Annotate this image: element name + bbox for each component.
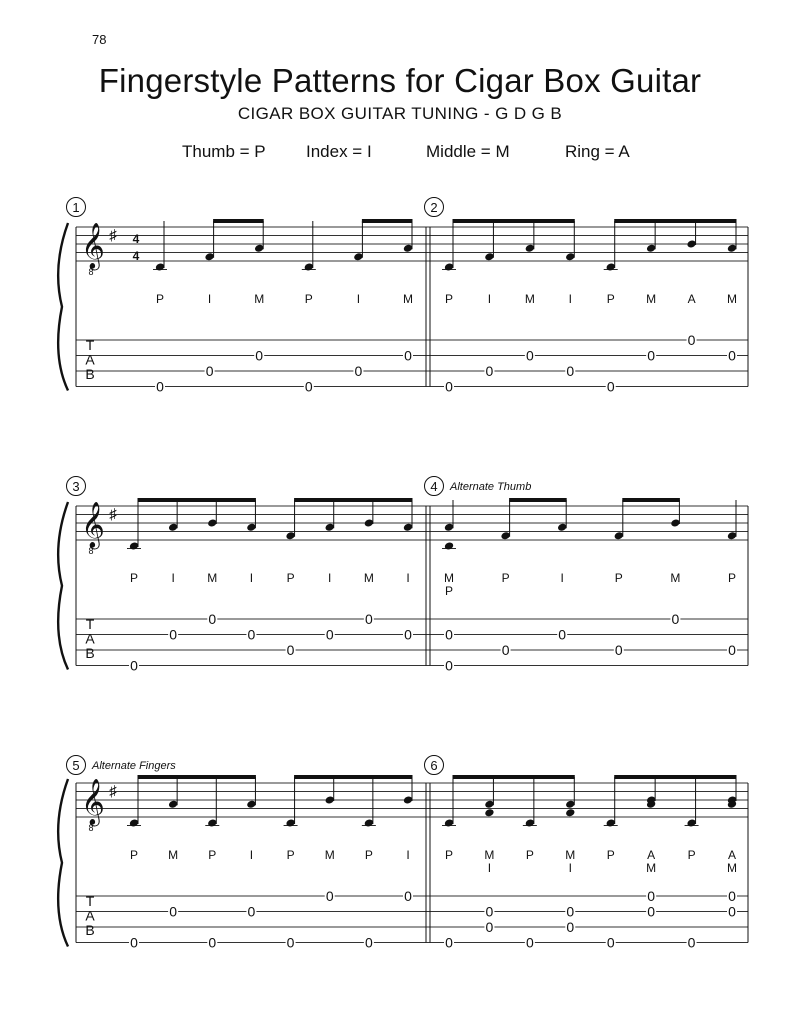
finger-label: I <box>171 571 175 585</box>
tab-fret-number: 0 <box>364 934 373 951</box>
note <box>362 777 376 951</box>
finger-label: A <box>727 848 737 862</box>
time-signature-top: 4 <box>132 232 140 246</box>
tab-fret-number: 0 <box>614 642 623 658</box>
tab-fret-number: 0 <box>255 347 264 364</box>
tab-fret-number: 0 <box>130 657 138 674</box>
finger-label: P <box>606 848 615 862</box>
tab-fret-number: 0 <box>445 378 453 395</box>
sharp-icon: ♯ <box>109 506 117 523</box>
finger-label: M <box>727 292 737 306</box>
finger-label: M <box>484 848 495 862</box>
beam <box>138 775 256 779</box>
tab-fret-number: 0 <box>558 626 567 643</box>
tab-clef-t: T <box>85 616 95 632</box>
tab-fret-number: 0 <box>485 363 494 379</box>
tab-fret-number: 0 <box>566 903 575 920</box>
tab-clef-t: T <box>85 893 95 909</box>
note <box>325 500 335 643</box>
finger-label: P <box>525 848 534 862</box>
tab-fret-number: 0 <box>687 332 696 348</box>
page-number: 78 <box>92 32 107 47</box>
finger-label: I <box>249 571 254 585</box>
finger-label: M <box>565 848 576 862</box>
beam <box>362 219 413 223</box>
exercise-number: 6 <box>430 758 438 773</box>
note <box>646 777 656 920</box>
exercise-label: Alternate Thumb <box>450 481 532 493</box>
finger-label: I <box>560 571 564 585</box>
tab-fret-number: 0 <box>445 934 453 951</box>
exercise-number: 2 <box>430 200 438 215</box>
beam <box>622 498 680 502</box>
finger-label: M <box>524 292 535 306</box>
beam <box>614 219 736 223</box>
note <box>523 777 537 951</box>
note <box>686 221 696 348</box>
tab-fret-number: 0 <box>325 626 334 643</box>
finger-label: P <box>155 292 165 306</box>
tab-clef-b: B <box>85 366 95 382</box>
tab-fret-number: 0 <box>445 657 453 674</box>
octave-mark: 8 <box>88 267 94 277</box>
exercise-number: 1 <box>72 200 80 215</box>
finger-label: I <box>406 571 410 585</box>
note <box>153 221 167 395</box>
tab-fret-number: 0 <box>247 903 256 920</box>
finger-label: P <box>129 571 139 585</box>
finger-label: P <box>727 571 737 585</box>
tab-fret-number: 0 <box>208 611 217 627</box>
exercise-label: Alternate Fingers <box>92 760 176 772</box>
tab-fret-number: 0 <box>671 611 680 627</box>
tab-fret-number: 0 <box>485 903 494 920</box>
note <box>168 777 178 920</box>
tab-fret-number: 0 <box>647 347 656 364</box>
note <box>207 500 217 627</box>
finger-label: M <box>646 861 657 875</box>
finger-label: I <box>249 848 254 862</box>
tab-clef-b: B <box>85 645 95 661</box>
tab-fret-number: 0 <box>728 347 736 364</box>
exercise-number: 4 <box>430 479 438 494</box>
system-3 <box>58 756 748 951</box>
tab-fret-number: 0 <box>606 378 615 395</box>
beam <box>453 775 575 779</box>
note <box>127 777 141 951</box>
note <box>685 777 699 951</box>
system-brace <box>58 779 68 947</box>
beam <box>509 498 567 502</box>
finger-label: M <box>670 571 681 585</box>
sharp-icon: ♯ <box>109 227 117 244</box>
exercise-5 <box>67 756 414 951</box>
note <box>403 500 413 643</box>
tab-fret-number: 0 <box>485 919 494 935</box>
octave-mark: 8 <box>88 823 94 833</box>
finger-label: P <box>129 848 139 862</box>
notehead <box>484 808 494 817</box>
note <box>254 221 264 364</box>
time-signature-bottom: 4 <box>132 249 140 263</box>
exercise-number: 5 <box>72 758 80 773</box>
note <box>403 221 413 364</box>
tab-fret-number: 0 <box>169 626 178 643</box>
finger-label: I <box>487 861 492 875</box>
tab-clef-a: A <box>85 907 95 924</box>
sharp-icon: ♯ <box>109 783 117 800</box>
tab-fret-number: 0 <box>354 363 363 379</box>
tab-fret-number: 0 <box>286 934 295 951</box>
finger-label: P <box>444 848 454 862</box>
tab-fret-number: 0 <box>606 934 615 951</box>
note <box>484 777 494 935</box>
treble-clef-icon: 𝄞 <box>81 224 105 268</box>
tab-fret-number: 0 <box>247 626 256 643</box>
note <box>646 221 656 364</box>
finger-label: I <box>356 292 361 306</box>
tab-fret-number: 0 <box>304 378 313 395</box>
finger-label: P <box>614 571 623 585</box>
tab-fret-number: 0 <box>325 888 334 904</box>
finger-label: A <box>647 848 656 862</box>
tab-fret-number: 0 <box>286 642 295 658</box>
finger-label: I <box>207 292 212 306</box>
finger-label: I <box>328 571 332 585</box>
finger-label: P <box>444 584 454 598</box>
finger-label: P <box>286 848 295 862</box>
tab-fret-number: 0 <box>156 378 164 395</box>
tab-fret-number: 0 <box>501 642 510 658</box>
note <box>246 777 256 920</box>
legend-middle: Middle = M <box>426 142 510 161</box>
tab-clef-b: B <box>85 922 95 938</box>
beam <box>213 219 264 223</box>
finger-label: P <box>364 848 373 862</box>
finger-label: P <box>208 848 217 862</box>
tab-fret-number: 0 <box>169 903 178 920</box>
finger-label: P <box>286 571 295 585</box>
note <box>727 221 737 364</box>
note <box>284 777 298 951</box>
finger-label: I <box>406 848 410 862</box>
beam <box>614 775 736 779</box>
tab-fret-number: 0 <box>205 363 214 379</box>
tab-fret-number: 0 <box>566 363 575 379</box>
note <box>168 500 178 643</box>
tab-clef-a: A <box>85 351 95 368</box>
finger-label: P <box>304 292 313 306</box>
finger-label: I <box>568 861 572 875</box>
note <box>557 500 567 643</box>
tab-fret-number: 0 <box>566 919 575 935</box>
finger-label: M <box>727 861 737 875</box>
note <box>364 500 374 627</box>
tab-fret-number: 0 <box>364 611 373 627</box>
note <box>670 500 680 627</box>
legend-index: Index = I <box>306 142 372 161</box>
tab-fret-number: 0 <box>525 934 534 951</box>
tab-fret-number: 0 <box>728 642 736 658</box>
finger-label: A <box>687 292 696 306</box>
system-2 <box>58 477 748 674</box>
tab-fret-number: 0 <box>525 347 534 364</box>
tab-fret-number: 0 <box>687 934 696 951</box>
finger-label: M <box>168 848 179 862</box>
beam <box>453 219 575 223</box>
exercise-6 <box>425 756 738 951</box>
system-brace <box>58 223 68 391</box>
note <box>403 777 413 904</box>
tab-fret-number: 0 <box>130 934 138 951</box>
note <box>565 777 575 935</box>
treble-clef-icon: 𝄞 <box>81 780 105 824</box>
note <box>302 221 316 395</box>
tab-fret-number: 0 <box>728 903 736 920</box>
note <box>442 221 456 395</box>
note <box>727 777 737 920</box>
legend-ring: Ring = A <box>565 142 630 161</box>
beam <box>294 498 412 502</box>
finger-label: M <box>444 571 454 585</box>
note <box>442 777 456 951</box>
tab-clef-t: T <box>85 337 95 353</box>
tab-fret-number: 0 <box>647 903 656 920</box>
finger-label: M <box>403 292 413 306</box>
finger-label: M <box>324 848 335 862</box>
finger-label: I <box>568 292 572 306</box>
page-title: Fingerstyle Patterns for Cigar Box Guitar <box>98 62 702 99</box>
note <box>604 221 618 395</box>
note <box>127 500 141 674</box>
beam <box>294 775 412 779</box>
beam <box>138 498 256 502</box>
finger-label: M <box>646 292 657 306</box>
tab-fret-number: 0 <box>404 347 412 364</box>
system-1 <box>58 198 748 395</box>
finger-label: M <box>207 571 218 585</box>
note <box>246 500 256 643</box>
tab-fret-number: 0 <box>445 626 453 643</box>
legend-thumb: Thumb = P <box>182 142 266 161</box>
treble-clef-icon: 𝄞 <box>81 503 105 547</box>
tab-fret-number: 0 <box>208 934 217 951</box>
octave-mark: 8 <box>88 546 94 556</box>
finger-label: M <box>363 571 374 585</box>
finger-label: M <box>254 292 265 306</box>
tab-fret-number: 0 <box>404 888 412 904</box>
notehead <box>444 541 454 550</box>
note <box>325 777 335 904</box>
finger-label: P <box>444 292 454 306</box>
system-brace <box>58 502 68 670</box>
note <box>205 777 219 951</box>
exercise-number: 3 <box>72 479 80 494</box>
tab-fret-number: 0 <box>647 888 656 904</box>
note <box>604 777 618 951</box>
note <box>442 500 456 674</box>
tab-clef-a: A <box>85 630 95 647</box>
note <box>525 221 535 364</box>
notehead <box>565 808 575 817</box>
finger-label: P <box>501 571 510 585</box>
finger-label: P <box>687 848 696 862</box>
tab-fret-number: 0 <box>728 888 736 904</box>
finger-label: P <box>606 292 615 306</box>
tuning-subtitle: CIGAR BOX GUITAR TUNING - G D G B <box>237 104 563 123</box>
finger-label: I <box>487 292 492 306</box>
tab-fret-number: 0 <box>404 626 412 643</box>
